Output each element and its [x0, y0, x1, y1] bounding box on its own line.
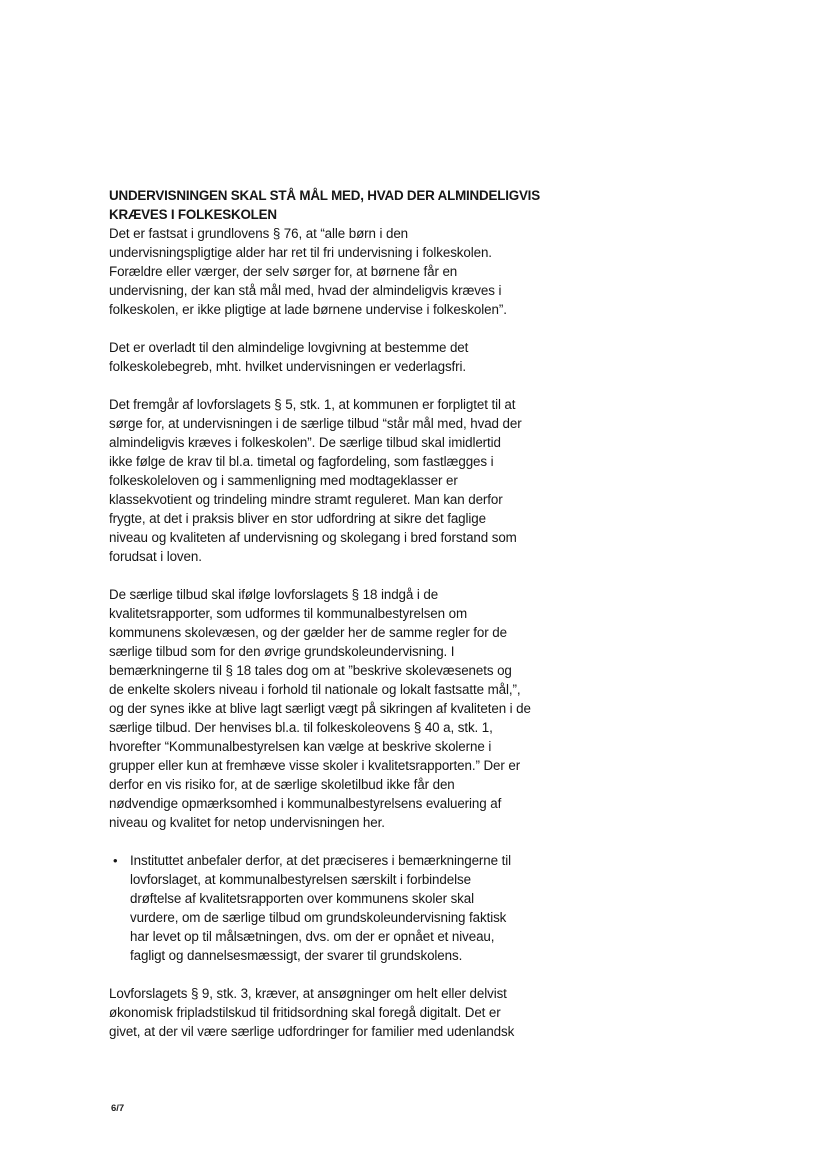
recommendation-bullet — [109, 851, 565, 965]
text-line: Lovforslagets § 9, stk. 3, kræver, at ansøgninger om helt eller delvist — [109, 986, 507, 1001]
text-line: særlige tilbud som for den øvrige grundskoleundervisning. I — [109, 644, 455, 659]
text-line: De særlige tilbud skal ifølge lovforslagets § 18 indgå i de — [109, 587, 439, 602]
text-line: niveau og kvalitet for netop undervisningen her. — [109, 815, 385, 830]
heading-line: UNDERVISNINGEN SKAL STÅ MÅL MED, HVAD DER ALMINDELIGVIS — [109, 188, 540, 203]
text-line: nødvendige opmærksomhed i kommunalbestyrelsens evaluering af — [109, 796, 502, 811]
text-line: bemærkningerne til § 18 tales dog om at ”beskrive skolevæsenets og — [109, 663, 512, 678]
text-line: økonomisk fripladstilskud til fritidsordning skal foregå digitalt. Det er — [109, 1005, 501, 1020]
document-body — [109, 186, 565, 1041]
text-line: lovforslaget, at kommunalbestyrelsen særskilt i forbindelse — [130, 872, 471, 887]
section-heading — [109, 186, 565, 224]
text-line: Det fremgår af lovforslagets § 5, stk. 1, at kommunen er forpligtet til at — [109, 397, 516, 412]
text-line: har levet op til målsætningen, dvs. om der er opnået et niveau, — [130, 929, 495, 944]
text-line: undervisning, der kan stå mål med, hvad der almindeligvis kræves i — [109, 283, 502, 298]
text-line: Forældre eller værger, der selv sørger for, at børnene får en — [109, 264, 458, 279]
text-line: Det er overladt til den almindelige lovgivning at bestemme det — [109, 340, 469, 355]
text-line: vurdere, om de særlige tilbud om grundskoleundervisning faktisk — [130, 910, 507, 925]
text-line: kommunens skolevæsen, og der gælder her de samme regler for de — [109, 625, 507, 640]
text-line: derfor en vis risiko for, at de særlige skoletilbud ikke får den — [109, 777, 455, 792]
paragraph-lovgivning — [109, 338, 565, 376]
paragraph-paragraf-5 — [109, 395, 565, 566]
page-number: 6/7 — [111, 1103, 125, 1114]
text-line: og der synes ikke at blive lagt særligt vægt på sikringen af kvaliteten i de — [109, 701, 531, 716]
text-line: Det er fastsat i grundlovens § 76, at “alle børn i den — [109, 226, 409, 241]
text-line: de enkelte skolers niveau i forhold til nationale og lokalt fastsatte mål,”, — [109, 682, 521, 697]
text-line: folkeskolebegreb, mht. hvilket undervisningen er vederlagsfri. — [109, 359, 467, 374]
heading-line: KRÆVES I FOLKESKOLEN — [109, 207, 277, 222]
text-line: undervisningspligtige alder har ret til fri undervisning i folkeskolen. — [109, 245, 492, 260]
bullet-icon: • — [113, 853, 118, 868]
text-line: forudsat i loven. — [109, 549, 202, 564]
text-line: ikke følge de krav til bl.a. timetal og fagfordeling, som fastlægges i — [109, 454, 494, 469]
paragraph-paragraf-18 — [109, 585, 565, 832]
text-line: drøftelse af kvalitetsrapporten over kommunens skoler skal — [130, 891, 474, 906]
text-line: niveau og kvaliteten af undervisning og skolegang i bred forstand som — [109, 530, 517, 545]
text-line: klassekvotient og trindeling mindre stramt reguleret. Man kan derfor — [109, 492, 503, 507]
text-line: fagligt og dannelsesmæssigt, der svarer til grundskolens. — [130, 948, 463, 963]
text-line: kvalitetsrapporter, som udformes til kommunalbestyrelsen om — [109, 606, 468, 621]
text-line: almindeligvis kræves i folkeskolen”. De særlige tilbud skal imidlertid — [109, 435, 501, 450]
text-line: grupper eller kun at fremhæve visse skoler i kvalitetsrapporten.” Der er — [109, 758, 521, 773]
text-line: særlige tilbud. Der henvises bl.a. til folkeskoleovens § 40 a, stk. 1, — [109, 720, 493, 735]
text-line: hvorefter “Kommunalbestyrelsen kan vælge at beskrive skolerne i — [109, 739, 492, 754]
paragraph-grundlov — [109, 224, 565, 319]
text-line: frygte, at det i praksis bliver en stor udfordring at sikre det faglige — [109, 511, 486, 526]
text-line: givet, at der vil være særlige udfordringer for familier med udenlandsk — [109, 1024, 515, 1039]
text-line: folkeskolen, er ikke pligtige at lade børnene undervise i folkeskolen”. — [109, 302, 507, 317]
paragraph-paragraf-9 — [109, 984, 565, 1041]
text-line: Instituttet anbefaler derfor, at det præciseres i bemærkningerne til — [130, 853, 511, 868]
text-line: sørge for, at undervisningen i de særlige tilbud “står mål med, hvad der — [109, 416, 522, 431]
text-line: folkeskoleloven og i sammenligning med modtageklasser er — [109, 473, 458, 488]
